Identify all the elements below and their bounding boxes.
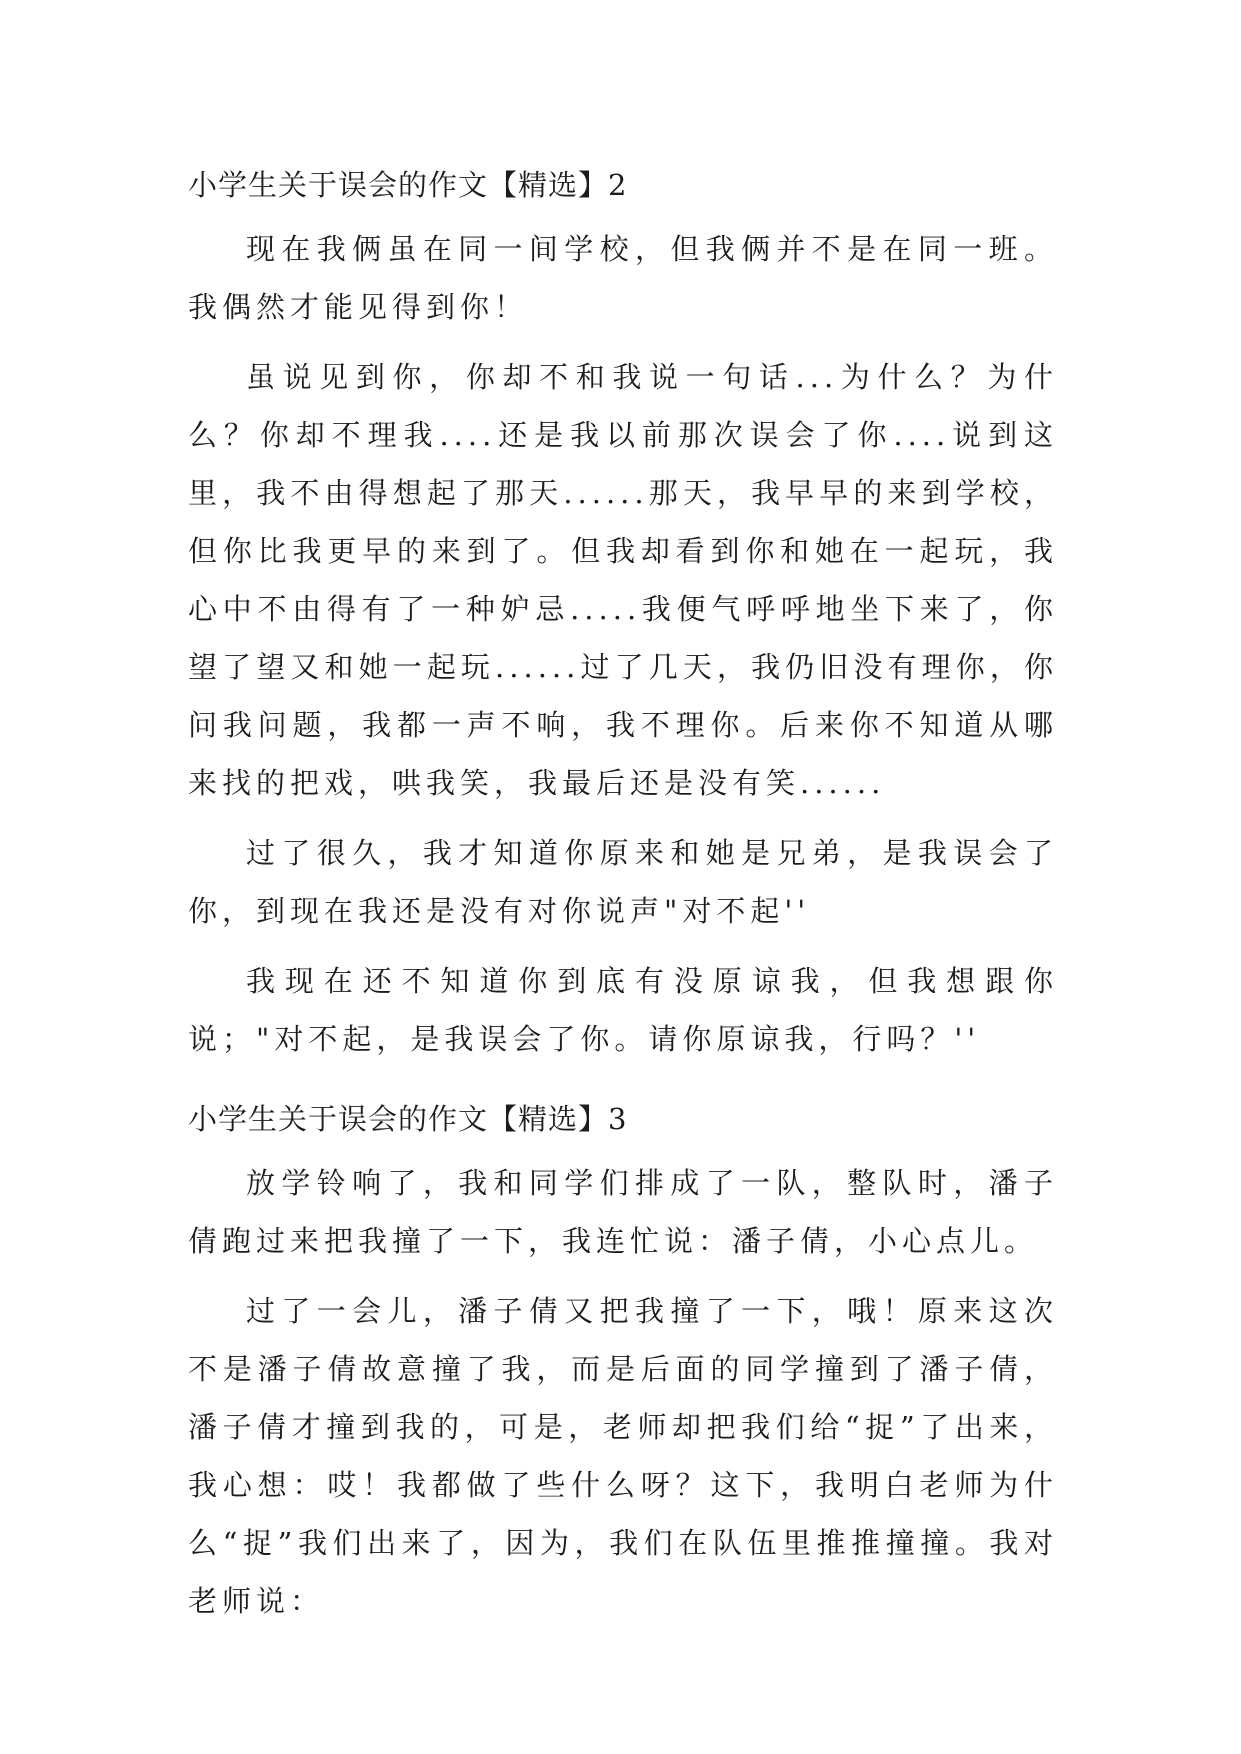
essay-section-2 bbox=[188, 162, 1058, 1068]
paragraph: 放学铃响了，我和同学们排成了一队，整队时，潘子倩跑过来把我撞了一下，我连忙说：潘子倩，小心点儿。 bbox=[188, 1166, 1058, 1258]
paragraph: 我现在还不知道你到底有没原谅我，但我想跟你说；"对不起，是我误会了你。请你原谅我，行吗？'' bbox=[188, 964, 1058, 1056]
paragraph: 过了一会儿，潘子倩又把我撞了一下，哦！原来这次不是潘子倩故意撞了我，而是后面的同学撞到了潘子倩，潘子倩才撞到我的，可是，老师却把我们给“捉”了出来，我心想：哎！我都做了些什么呀？这下，我明白老师为什么“捉”我们出来了，因为，我们在队伍里推推撞撞。我对老师说： bbox=[188, 1294, 1058, 1618]
section-heading: 小学生关于误会的作文【精选】2 bbox=[188, 168, 628, 202]
paragraph: 虽说见到你，你却不和我说一句话...为什么？为什么？你却不理我....还是我以前那次误会了你....说到这里，我不由得想起了那天......那天，我早早的来到学校，但你比我更早的来到了。但我却看到你和她在一起玩，我心中不由得有了一种妒忌.....我便气呼呼地坐下来了，你望了望又和她一起玩......过了几天，我仍旧没有理你，你问我问题，我都一声不响，我不理你。后来你不知道从哪来找的把戏，哄我笑，我最后还是没有笑...... bbox=[188, 360, 1058, 800]
essay-section-3 bbox=[188, 1096, 1058, 1630]
paragraph: 现在我俩虽在同一间学校，但我俩并不是在同一班。我偶然才能见得到你！ bbox=[188, 232, 1058, 324]
section-heading: 小学生关于误会的作文【精选】3 bbox=[188, 1102, 628, 1136]
paragraph: 过了很久，我才知道你原来和她是兄弟，是我误会了你，到现在我还是没有对你说声"对不起'' bbox=[188, 836, 1058, 928]
